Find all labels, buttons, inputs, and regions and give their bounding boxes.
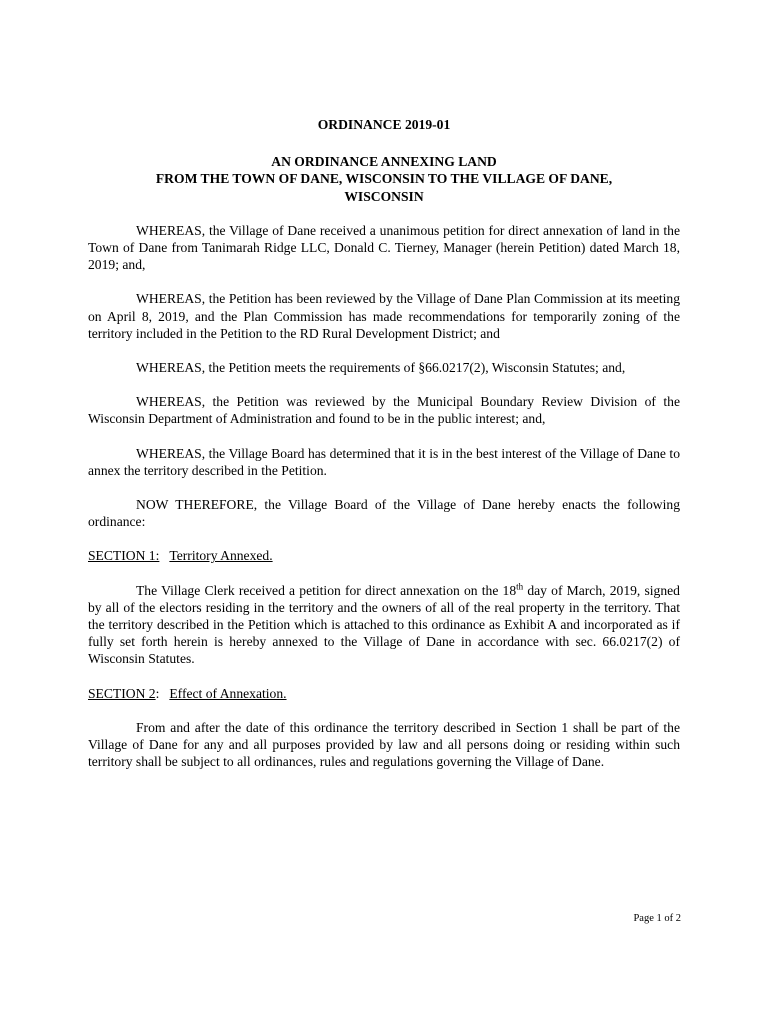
section-1-text — [88, 582, 680, 668]
document-page — [88, 116, 680, 770]
whereas-paragraph: WHEREAS, the Petition was reviewed by the Municipal Boundary Review Division of the Wisconsin Department of Administration and found to be in the public interest; and, — [88, 394, 680, 427]
whereas-paragraph: WHEREAS, the Petition meets the requirements of §66.0217(2), Wisconsin Statutes; and, — [136, 360, 626, 376]
subtitle-line: AN ORDINANCE ANNEXING LAND — [271, 154, 497, 170]
whereas-paragraph: WHEREAS, the Village Board has determined that it is in the best interest of the Village of Dane to annex the territory described in the Petition. — [88, 445, 680, 478]
enactment-paragraph: NOW THEREFORE, the Village Board of the Village of Dane hereby enacts the following ordinance: — [88, 497, 680, 530]
ordinance-title: ORDINANCE 2019-01 — [317, 117, 451, 132]
section-1-title: Territory Annexed. — [169, 548, 273, 564]
page-number: Page 1 of 2 — [633, 913, 681, 924]
section-2-number: SECTION 2 — [88, 685, 156, 701]
section-1-number: SECTION 1: — [88, 548, 160, 564]
whereas-paragraph: WHEREAS, the Petition has been reviewed by the Village of Dane Plan Commission at its meeting on April 8, 2019, and the Plan Commission has made recommendations for temporarily zoning of the territory included in the Petition to the RD Rural Development District; and — [88, 291, 680, 341]
whereas-paragraph: WHEREAS, the Village of Dane received a unanimous petition for direct annexation of land in the Town of Dane from Tanimarah Ridge LLC, Donald C. Tierney, Manager (herein Petition) dated March 18, 2019; and, — [88, 222, 680, 273]
ordinance-subtitle — [88, 153, 680, 205]
subtitle-line: WISCONSIN — [344, 188, 424, 204]
section-2-text: From and after the date of this ordinance the territory described in Section 1 shall be part of the Village of Dane for any and all purposes provided by law and all persons doing or residing within such territory shall be subject to all ordinances, rules and regulations governing the Village of Dane. — [88, 719, 680, 770]
section-1-text-part: day of March, 2019, signed by all of the electors residing in the territory and the owners of all of the real property in the territory. That the territory described in the Petition which is attached to this ordinance as Exhibit A and incorporated as if fully set forth herein is hereby annexed to the Village of Dane in accordance with sec. 66.0217(2) of Wisconsin Statutes. — [88, 582, 680, 667]
section-1-text-part: The Village Clerk received a petition for direct annexation on the 18 — [136, 582, 517, 598]
section-2-title: Effect of Annexation. — [169, 685, 287, 701]
section-1-heading — [88, 547, 680, 564]
subtitle-line: FROM THE TOWN OF DANE, WISCONSIN TO THE VILLAGE OF DANE, — [155, 171, 613, 187]
ordinal-suffix: th — [516, 581, 524, 592]
section-2-colon: : — [155, 685, 160, 701]
section-2-heading — [88, 685, 680, 702]
